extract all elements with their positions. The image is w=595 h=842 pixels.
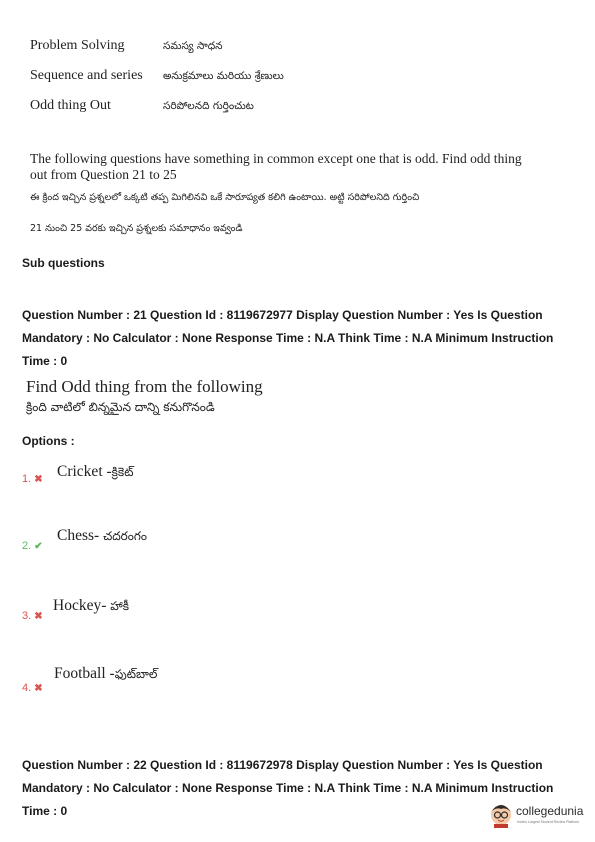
logo-tagline: India's Largest Student Review Platform xyxy=(517,820,580,824)
topic-1-en: Problem Solving xyxy=(30,38,125,53)
option-3-en: Hockey- xyxy=(53,597,111,614)
sub-questions-heading: Sub questions xyxy=(22,256,105,270)
question-22-meta-line1: Question Number : 22 Question Id : 8119672978 Display Question Number : Yes Is Question xyxy=(22,758,543,772)
option-4-te: ఫుట్‌బాల్ xyxy=(114,667,158,681)
cross-icon: ✖ xyxy=(34,611,43,622)
cross-icon: ✖ xyxy=(34,474,43,485)
option-1-number xyxy=(22,473,43,485)
option-2-num: 2. xyxy=(22,540,32,552)
logo-name: collegedunia xyxy=(516,804,584,818)
instructions-te-line1: ఈ క్రింద ఇచ్చిన ప్రశ్నలలో ఒక్కటి తప్ప మిగిలినవి ఒకే సారూప్యత కలిగి ఉంటాయి. అట్టి సరిపోలనిది గుర్తించి xyxy=(30,192,420,203)
instructions-te-line2: 21 నుంచి 25 వరకు ఇచ్చిన ప్రశ్నలకు సమాధానం ఇవ్వండి xyxy=(30,223,243,234)
question-21-meta xyxy=(22,304,582,373)
option-4-text[interactable] xyxy=(54,665,157,684)
option-1-num: 1. xyxy=(22,473,32,485)
question-21-text-en: Find Odd thing from the following xyxy=(26,377,263,396)
option-2-text[interactable] xyxy=(57,527,147,546)
question-22-meta-line3: Time : 0 xyxy=(22,804,68,818)
option-4-number xyxy=(22,682,43,694)
option-1-text[interactable] xyxy=(57,463,133,482)
option-4-en: Football - xyxy=(54,665,115,682)
options-label: Options : xyxy=(22,434,75,448)
collegedunia-logo xyxy=(488,800,588,830)
option-3-text[interactable] xyxy=(53,597,129,616)
option-2-te: చదరంగం xyxy=(103,529,147,543)
question-21-meta-line3: Time : 0 xyxy=(22,354,68,368)
topic-3-en: Odd thing Out xyxy=(30,98,111,113)
option-3-te: హాకీ xyxy=(110,599,129,613)
topic-1-te: సమస్య సాధన xyxy=(163,40,223,52)
option-1-te: క్రికెట్ xyxy=(111,465,134,479)
topic-3-te: సరిపోలనది గుర్తించుట xyxy=(163,100,254,112)
option-2-number xyxy=(22,540,43,552)
topic-2-te: అనుక్రమాలు మరియు శ్రేణులు xyxy=(163,70,284,82)
question-21-text-te: క్రింది వాటిలో బిన్నమైన దాన్ని కనుగొనండి xyxy=(26,400,215,414)
option-4-num: 4. xyxy=(22,682,32,694)
option-1-en: Cricket - xyxy=(57,463,112,480)
cross-icon: ✖ xyxy=(34,683,43,694)
option-3-num: 3. xyxy=(22,610,32,622)
question-21-meta-line2: Mandatory : No Calculator : None Response Time : N.A Think Time : N.A Minimum Instruction xyxy=(22,331,554,345)
check-icon: ✔ xyxy=(34,541,43,552)
option-3-number xyxy=(22,610,43,622)
student-mascot-icon xyxy=(488,800,514,828)
option-2-en: Chess- xyxy=(57,527,104,544)
topic-2-en: Sequence and series xyxy=(30,68,143,83)
instructions-en-line2: out from Question 21 to 25 xyxy=(30,167,177,182)
question-22-meta-line2: Mandatory : No Calculator : None Response Time : N.A Think Time : N.A Minimum Instruction xyxy=(22,781,554,795)
instructions-en-line1: The following questions have something in common except one that is odd. Find odd thing xyxy=(30,151,522,166)
question-21-meta-line1: Question Number : 21 Question Id : 8119672977 Display Question Number : Yes Is Question xyxy=(22,308,543,322)
